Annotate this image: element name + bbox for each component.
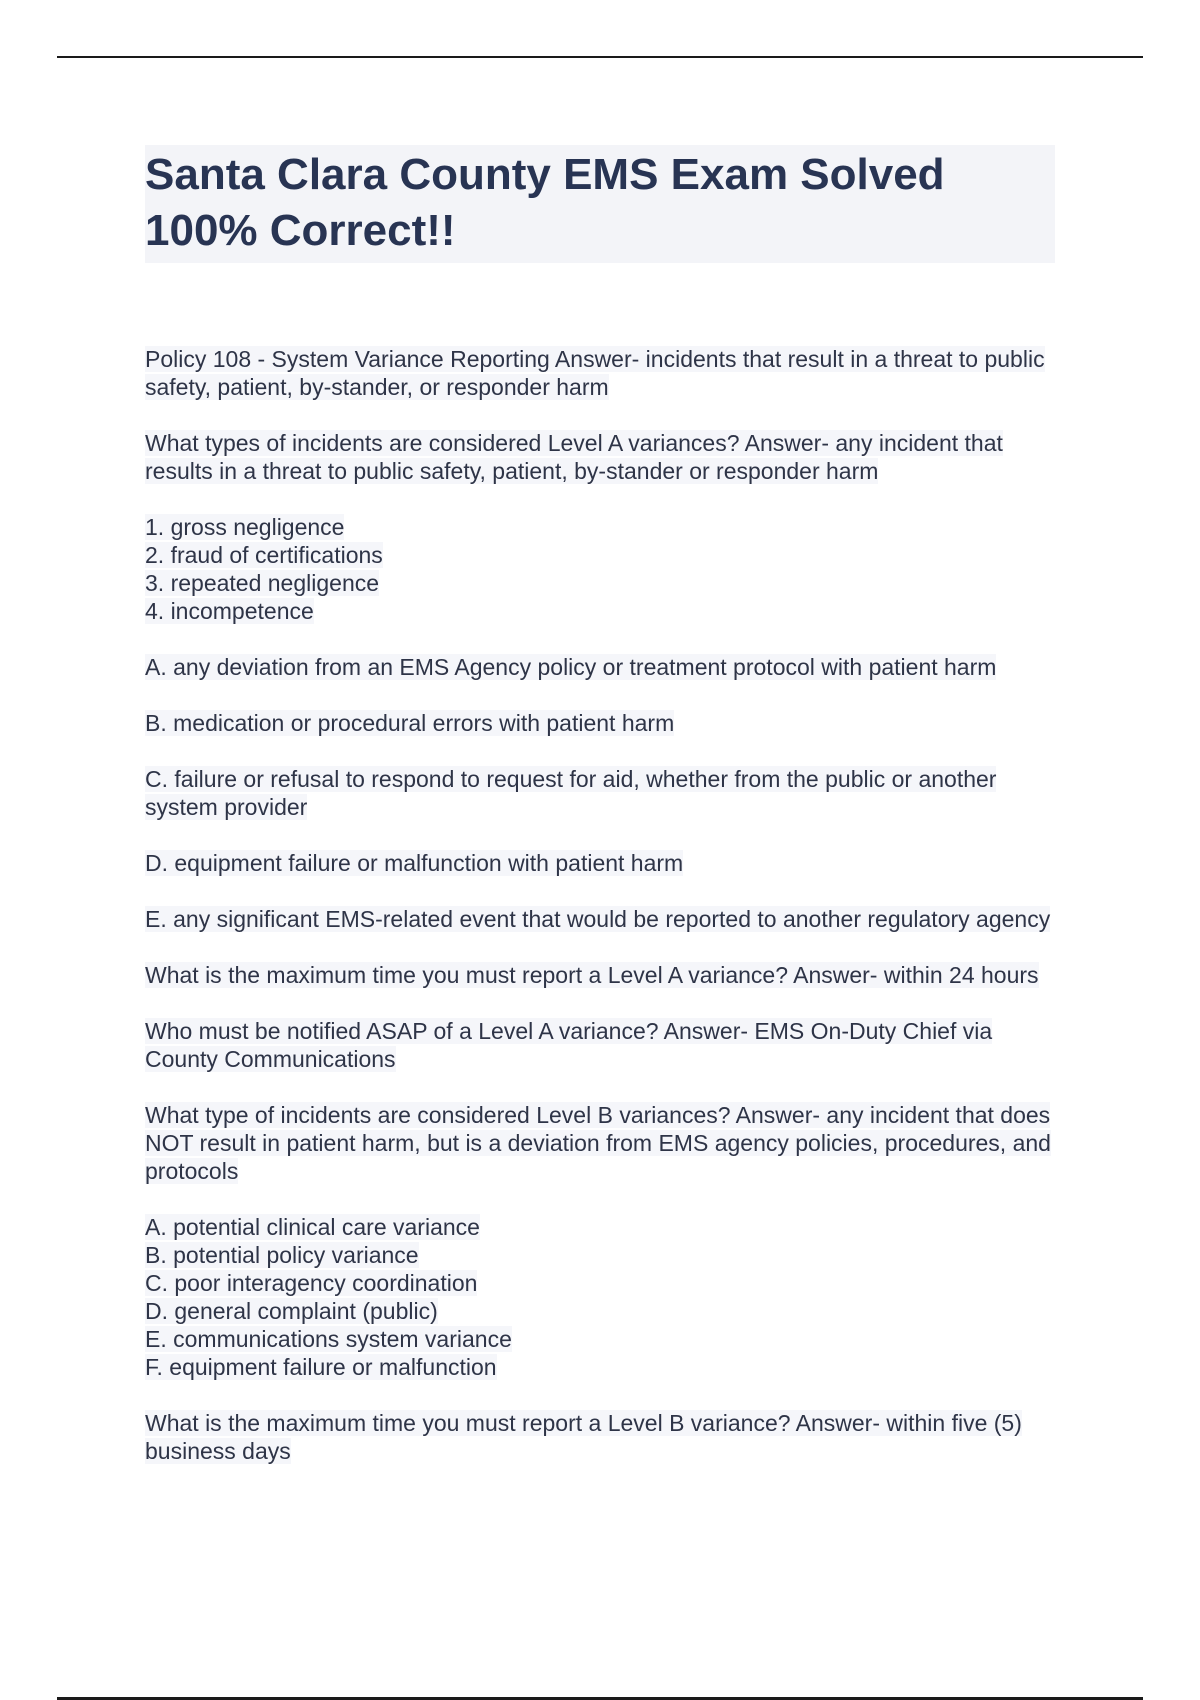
list-item: 1. gross negligence — [145, 514, 345, 540]
qa-policy-108: Policy 108 - System Variance Reporting Answer- incidents that result in a threat to public safety, patient, by-stander, or responder harm — [145, 346, 1045, 400]
level-a-item: C. failure or refusal to respond to request for aid, whether from the public or another system provider — [145, 766, 997, 820]
level-b-list — [145, 1213, 1055, 1381]
document-content — [145, 145, 1055, 1493]
list-item: 2. fraud of certifications — [145, 542, 383, 568]
document-title: Santa Clara County EMS Exam Solved 100% Correct!! — [145, 145, 1055, 263]
qa-level-b-types: What type of incidents are considered Level B variances? Answer- any incident that does NOT result in patient harm, but is a deviation from EMS agency policies, procedures, and protocols — [145, 1102, 1051, 1184]
qa-level-b-time: What is the maximum time you must report a Level B variance? Answer- within five (5) business days — [145, 1410, 1022, 1464]
negligence-list — [145, 513, 1055, 625]
list-item: A. potential clinical care variance — [145, 1214, 480, 1240]
list-item: 3. repeated negligence — [145, 570, 380, 596]
level-a-item: B. medication or procedural errors with patient harm — [145, 710, 675, 736]
qa-level-a-time: What is the maximum time you must report a Level A variance? Answer- within 24 hours — [145, 962, 1039, 988]
qa-level-a-notify: Who must be notified ASAP of a Level A variance? Answer- EMS On-Duty Chief via County Communications — [145, 1018, 993, 1072]
list-item: B. potential policy variance — [145, 1242, 419, 1268]
qa-level-a-types: What types of incidents are considered Level A variances? Answer- any incident that results in a threat to public safety, patient, by-stander or responder harm — [145, 430, 1003, 484]
level-a-item: D. equipment failure or malfunction with patient harm — [145, 850, 684, 876]
document-body — [145, 345, 1055, 1465]
top-rule — [57, 56, 1143, 58]
list-item: F. equipment failure or malfunction — [145, 1354, 497, 1380]
list-item: 4. incompetence — [145, 598, 314, 624]
level-a-item: E. any significant EMS-related event that would be reported to another regulatory agency — [145, 906, 1051, 932]
list-item: D. general complaint (public) — [145, 1298, 438, 1324]
list-item: C. poor interagency coordination — [145, 1270, 478, 1296]
list-item: E. communications system variance — [145, 1326, 512, 1352]
level-a-item: A. any deviation from an EMS Agency policy or treatment protocol with patient harm — [145, 654, 997, 680]
